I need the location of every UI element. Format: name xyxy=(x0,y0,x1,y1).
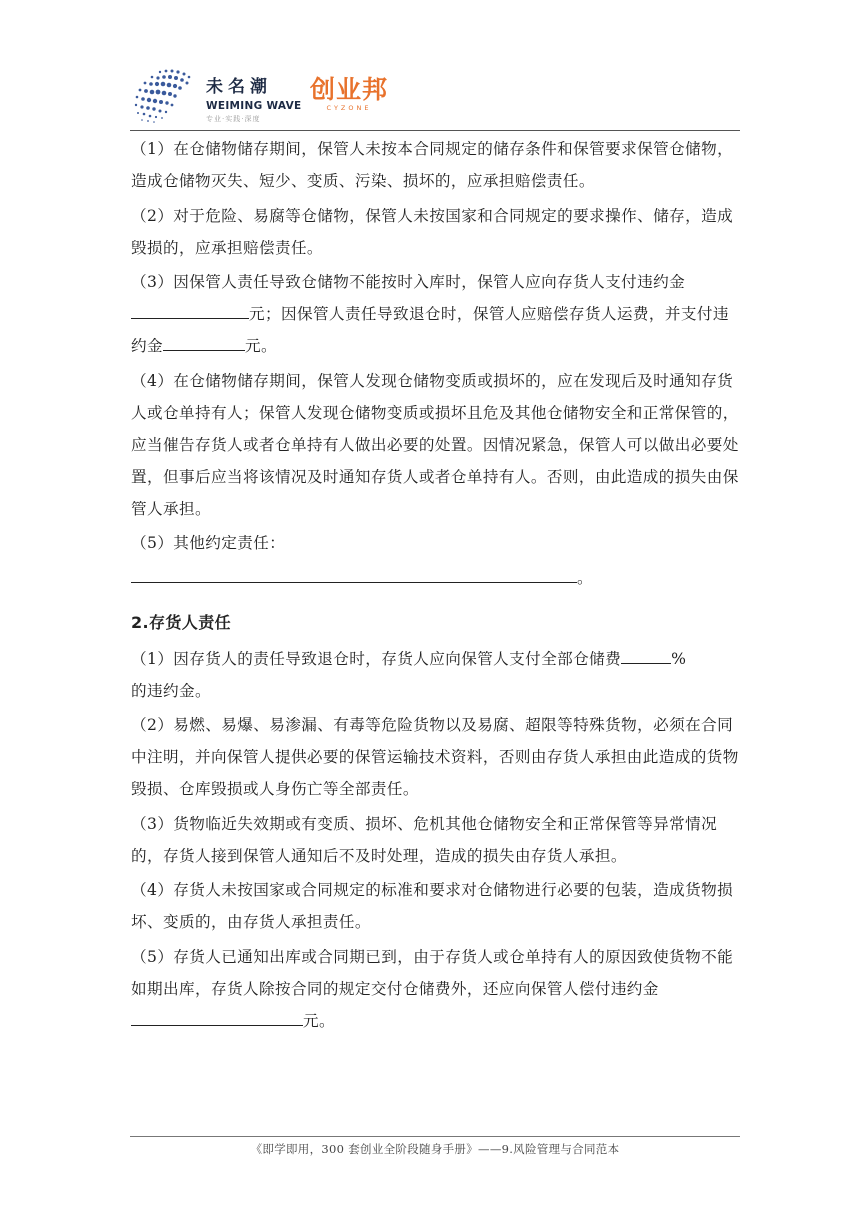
clause-2-1 xyxy=(131,643,743,707)
page-footer: 《即学即用，300 套创业全阶段随身手册》——9.风险管理与合同范本 xyxy=(250,1142,620,1156)
clause-1-4: （4）在仓储物储存期间，保管人发现仓储物变质或损坏的，应在发现后及时通知存货人或仓单持有人；保管人发现仓储物变质或损坏且危及其他仓储物安全和正常保管的，应当催告存货人或者仓单持有人做出必要的处置。因情况紧急，保管人可以做出必要处置，但事后应当将该情况及时通知存货人或者仓单持有人。否则，由此造成的损失由保管人承担。 xyxy=(131,371,739,518)
clause-1-3-text-b: 元；因保管人责任导致退仓时，保管人应赔偿存货人运费，并支付违约金 xyxy=(131,305,729,355)
clause-2-1-text-c: 的违约金。 xyxy=(131,681,211,700)
brand-name-cn: 未名潮 xyxy=(206,77,272,97)
clause-2-5-text-a: （5）存货人已通知出库或合同期已到，由于存货人或仓单持有人的原因致使货物不能如期出库，存货人除按合同的规定交付仓储费外，还应向保管人偿付违约金 xyxy=(131,947,734,998)
clause-1-5: （5）其他约定责任： xyxy=(131,534,286,552)
fill-blank-penalty-amount-2[interactable] xyxy=(163,330,245,351)
brand-slogan: 专业·实践·深度 xyxy=(206,115,261,123)
weiming-wave-logo-icon xyxy=(130,66,202,124)
weiming-wave-brand xyxy=(206,72,302,124)
clause-1-2: （2）对于危险、易腐等仓储物，保管人未按国家和合同规定的要求操作、储存，造成毁损的，应承担赔偿责任。 xyxy=(131,206,734,257)
fill-blank-penalty-amount[interactable] xyxy=(131,298,249,319)
clause-1-5-end: 。 xyxy=(577,568,593,587)
clause-1-5-blank-line xyxy=(131,562,743,594)
clause-2-5 xyxy=(131,941,743,1037)
cyzone-logo xyxy=(310,76,388,112)
footer-divider xyxy=(130,1136,740,1137)
clause-2-1-text-a: （1）因存货人的责任导致退仓时，存货人应向保管人支付全部仓储费 xyxy=(131,649,622,668)
clause-2-1-percent: % xyxy=(671,649,687,668)
section-heading-depositor-liability: 2.存货人责任 xyxy=(131,612,232,632)
page-header xyxy=(130,62,740,128)
fill-blank-storage-fee-percent[interactable] xyxy=(621,643,671,664)
clause-1-1: （1）在仓储物储存期间，保管人未按本合同规定的储存条件和保管要求保管仓储物，造成仓储物灭失、短少、变质、污染、损坏的，应承担赔偿责任。 xyxy=(131,140,734,190)
clause-2-4: （4）存货人未按国家或合同规定的标准和要求对仓储物进行必要的包装，造成货物损坏、变质的，由存货人承担责任。 xyxy=(131,881,734,931)
clause-2-5-text-b: 元。 xyxy=(303,1011,335,1030)
fill-blank-compensation-amount[interactable] xyxy=(131,1005,303,1026)
cyzone-name-en: CYZONE xyxy=(326,104,372,112)
header-divider xyxy=(130,130,740,131)
document-body xyxy=(131,133,743,1039)
clause-1-3 xyxy=(131,266,743,362)
cyzone-name-cn: 创业邦 xyxy=(310,75,389,104)
fill-blank-other-liability[interactable] xyxy=(131,562,577,583)
clause-1-3-text-a: （3）因保管人责任导致仓储物不能按时入库时，保管人应向存货人支付违约金 xyxy=(131,273,686,291)
clause-1-3-text-c: 元。 xyxy=(245,337,277,355)
clause-2-2: （2）易燃、易爆、易渗漏、有毒等危险货物以及易腐、超限等特殊货物，必须在合同中注明，并向保管人提供必要的保管运输技术资料，否则由存货人承担由此造成的货物毁损、仓库毁损或人身伤亡等全部责任。 xyxy=(131,716,739,798)
clause-2-3: （3）货物临近失效期或有变质、损坏、危机其他仓储物安全和正常保管等异常情况的，存货人接到保管人通知后不及时处理，造成的损失由存货人承担。 xyxy=(131,814,718,865)
brand-name-en: WEIMING WAVE xyxy=(206,100,302,112)
